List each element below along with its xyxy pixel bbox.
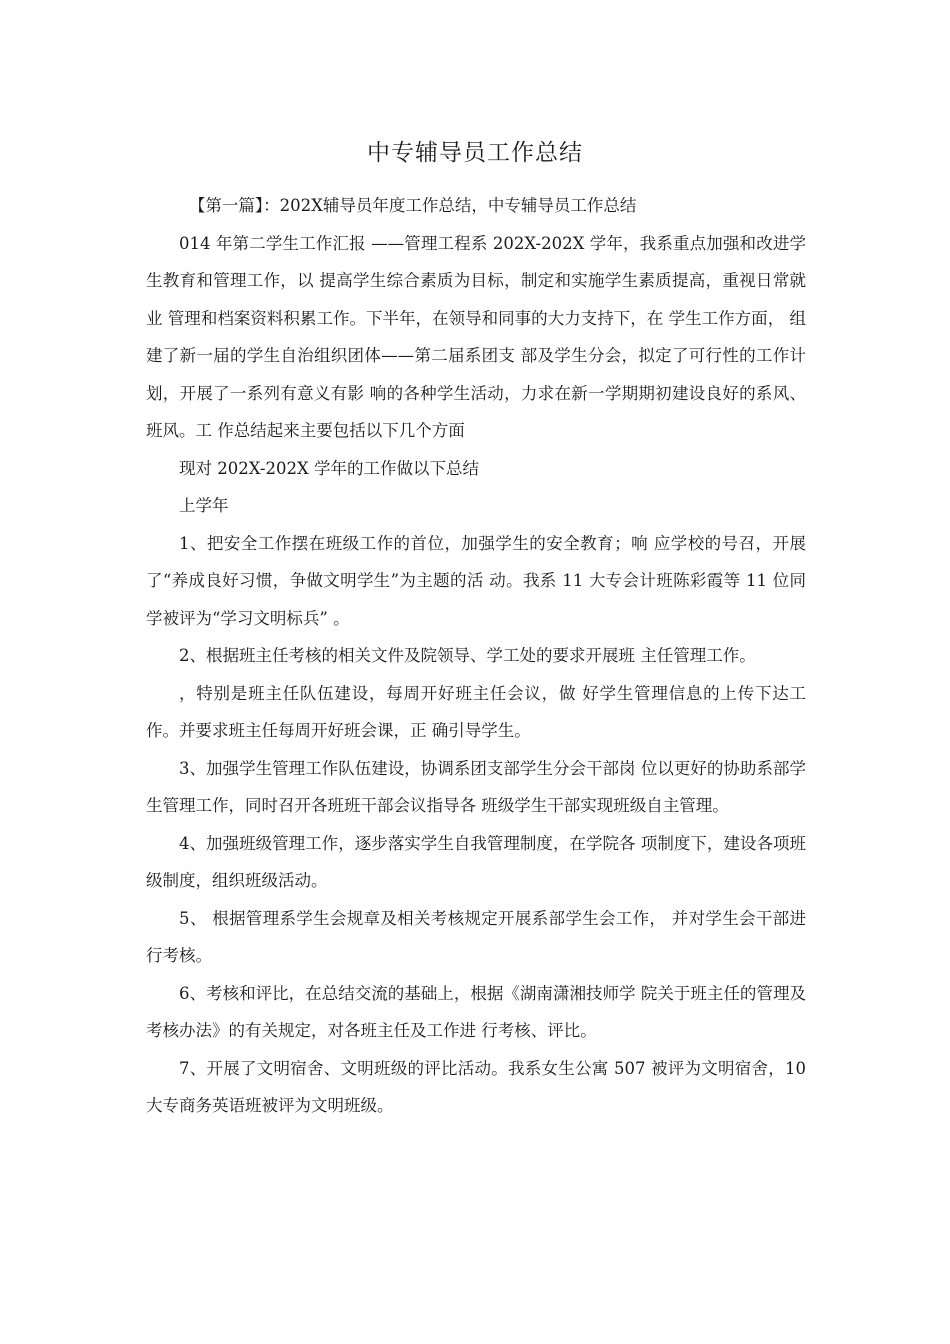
intro-paragraph: 014 年第二学生工作汇报 ——管理工程系 202X-202X 学年，我系重点加强和改进学生教育和管理工作，以 提高学生综合素质为目标，制定和实施学生素质提高，重视日常就业 管理和档案资料积累工作。下半年，在领导和同事的大力支持下，在 学生工作方面， 组建了新一届的学生自治组织团体——第二届系团支 部及学生分会，拟定了可行性的工作计划，开展了一系列有意义有影 响的各种学生活动，力求在新一学期期初建设良好的系风、班风。工 作总结起来主要包括以下几个方面 bbox=[146, 233, 806, 440]
item-paragraph: 5、 根据管理系学生会规章及相关考核规定开展系部学生会工作， 并对学生会干部进行考核。 bbox=[146, 908, 806, 965]
section-heading: 【第一篇】：202X辅导员年度工作总结，中专辅导员工作总结 bbox=[188, 196, 637, 215]
item-paragraph: 4、加强班级管理工作，逐步落实学生自我管理制度，在学院各 项制度下，建设各项班级制度，组织班级活动。 bbox=[146, 833, 806, 890]
summary-lead: 现对 202X-202X 学年的工作做以下总结 bbox=[179, 458, 479, 478]
item-paragraph: ，特别是班主任队伍建设，每周开好班主任会议，做 好学生管理信息的上传下达工作。并要求班主任每周开好班会课，正 确引导学生。 bbox=[146, 683, 806, 740]
page-title: 中专辅导员工作总结 bbox=[367, 140, 583, 166]
subheading-last-year: 上学年 bbox=[179, 496, 229, 515]
document-body bbox=[146, 187, 806, 1125]
item-paragraph: 2、根据班主任考核的相关文件及院领导、学工处的要求开展班 主任管理工作。 bbox=[179, 646, 756, 665]
item-paragraph: 7、开展了文明宿舍、文明班级的评比活动。我系女生公寓 507 被评为文明宿舍，10 大专商务英语班被评为文明班级。 bbox=[146, 1058, 806, 1115]
item-paragraph: 1、把安全工作摆在班级工作的首位，加强学生的安全教育；响 应学校的号召，开展了“养成良好习惯，争做文明学生”为主题的活 动。我系 11 大专会计班陈彩霞等 11 位同学被评为“学习文明标兵” 。 bbox=[146, 533, 806, 628]
item-paragraph: 6、考核和评比，在总结交流的基础上，根据《湖南潇湘技师学 院关于班主任的管理及考核办法》的有关规定，对各班主任及工作进 行考核、评比。 bbox=[146, 983, 806, 1040]
item-paragraph: 3、加强学生管理工作队伍建设，协调系团支部学生分会干部岗 位以更好的协助系部学生管理工作，同时召开各班班干部会议指导各 班级学生干部实现班级自主管理。 bbox=[146, 758, 806, 815]
